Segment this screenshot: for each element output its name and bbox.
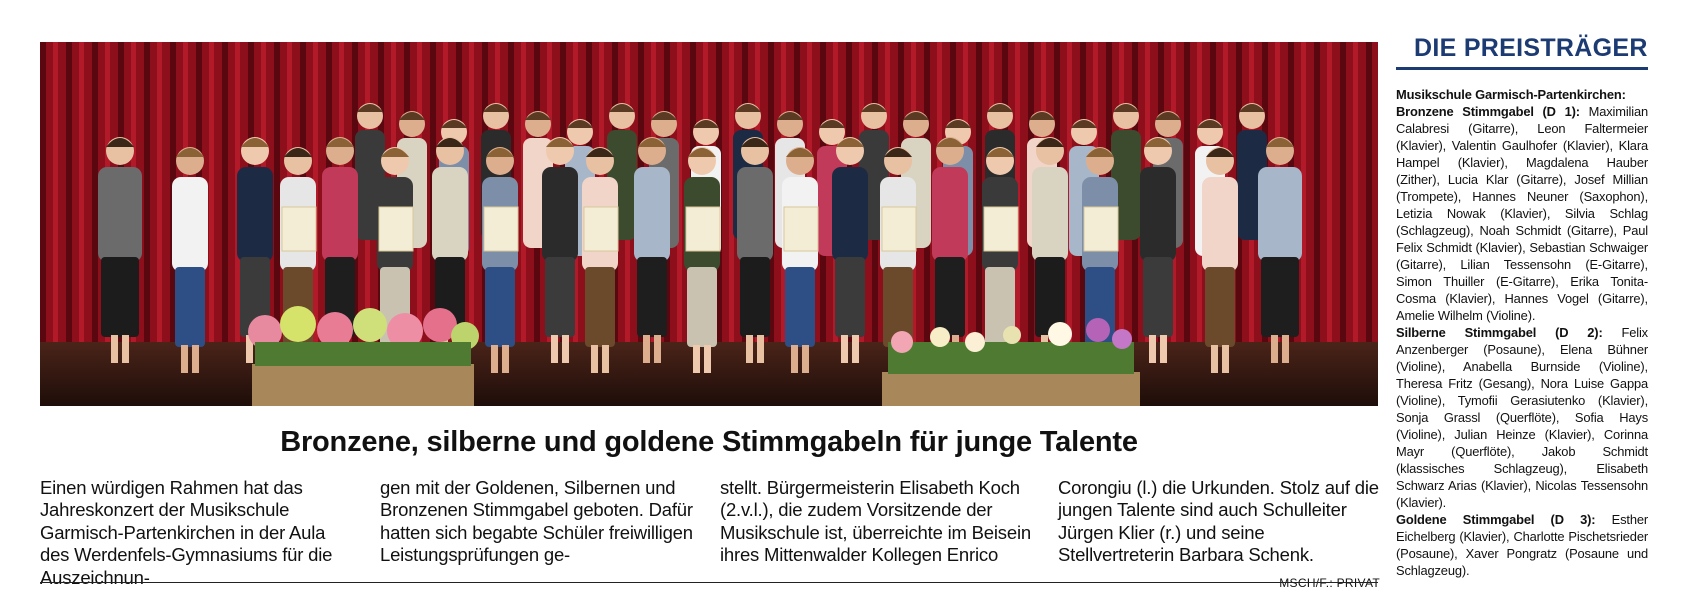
award-section-gold (1396, 511, 1648, 579)
article-column-1 (40, 477, 358, 589)
group-photo-illustration (40, 42, 1378, 406)
award-label: Goldene Stimmgabel (D 3): (1396, 512, 1596, 527)
bottom-rule (40, 582, 1378, 583)
column-1-text: Einen würdigen Rahmen hat das Jahreskonzert der Musikschule Garmisch-Partenkirchen in der Aula des Werdenfels-Gymnasiums für die Auszeichnun- (40, 477, 333, 588)
sidebar-body (1396, 86, 1648, 579)
article-column-3 (720, 477, 1038, 567)
group-photo (40, 42, 1378, 406)
prize-winners-box (1396, 34, 1648, 579)
award-section-bronze (1396, 103, 1648, 324)
article-headline: Bronzene, silberne und goldene Stimmgabeln für junge Talente (280, 426, 1138, 458)
award-winners: Felix Anzenberger (Posaune), Elena Bühner (Violine), Anabella Burnside (Violine), Theresa Fritz (Gesang), Nora Luise Gappa (Violine), Tymofii Gerasiutenko (Klavier), Sonja Grassl (Querflöte), Sofia Hays (Violine), Julian Heinze (Klavier), Corinna Mayr (Querflöte), Jakob Schmidt (klassisches Schlagzeug), Elisabeth Schwarz Arias (Klavier), Nicolas Tessensohn (Klavier). (1396, 325, 1648, 510)
award-label: Silberne Stimmgabel (D 2): (1396, 325, 1603, 340)
article-column-4 (1058, 477, 1380, 594)
award-label: Bronzene Stimmgabel (D 1): (1396, 104, 1580, 119)
article-column-2 (380, 477, 698, 567)
column-3-text: stellt. Bürgermeisterin Elisabeth Koch (2.v.l.), die zudem Vorsitzende der Musikschule ist, überreichte im Beisein ihres Mittenwalder Kollegen Enrico (720, 477, 1031, 566)
flower-box-left (248, 306, 479, 406)
sidebar-title: DIE PREISTRÄGER (1396, 34, 1648, 70)
school-name: Musikschule Garmisch-Partenkirchen: (1396, 87, 1626, 102)
photo-credit: MSCH/F.: PRIVAT (1279, 575, 1380, 590)
award-winners: Maximilian Calabresi (Gitarre), Leon Faltermeier (Klavier), Valentin Gaulhofer (Klavier), Klara Hampel (Klavier), Magdalena Hauber (Zither), Lucia Klar (Gitarre), Josef Millian (Trompete), Hannes Neuner (Saxophon), Letizia Nowak (Klavier), Silvia Schlag (Schlagzeug), Noah Schmidt (Gitarre), Paul Felix Schmidt (Klavier), Sebastian Schwaiger (Gitarre), Lilian Tessensohn (E-Gitarre), Simon Thuiller (E-Gitarre), Erika Tonita-Cosma (Klavier), Hannes Vogel (Gitarre), Amelie Wilhelm (Violine). (1396, 104, 1649, 323)
column-2-text: gen mit der Goldenen, Silbernen und Bronzenen Stimmgabel geboten. Dafür hatten sich begabte Schüler freiwilligen Leistungsprüfungen ge- (380, 477, 693, 566)
award-winners: Esther Eichelberg (Klavier), Charlotte Pischetsrieder (Posaune), Xaver Pongratz (Posaune und Schlagzeug). (1396, 512, 1649, 578)
column-4-text: Corongiu (l.) die Urkunden. Stolz auf die jungen Talente sind auch Schulleiter Jürgen Klier (r.) und seine Stellvertreterin Barbara Schenk. (1058, 477, 1379, 566)
award-section-silver (1396, 324, 1648, 511)
